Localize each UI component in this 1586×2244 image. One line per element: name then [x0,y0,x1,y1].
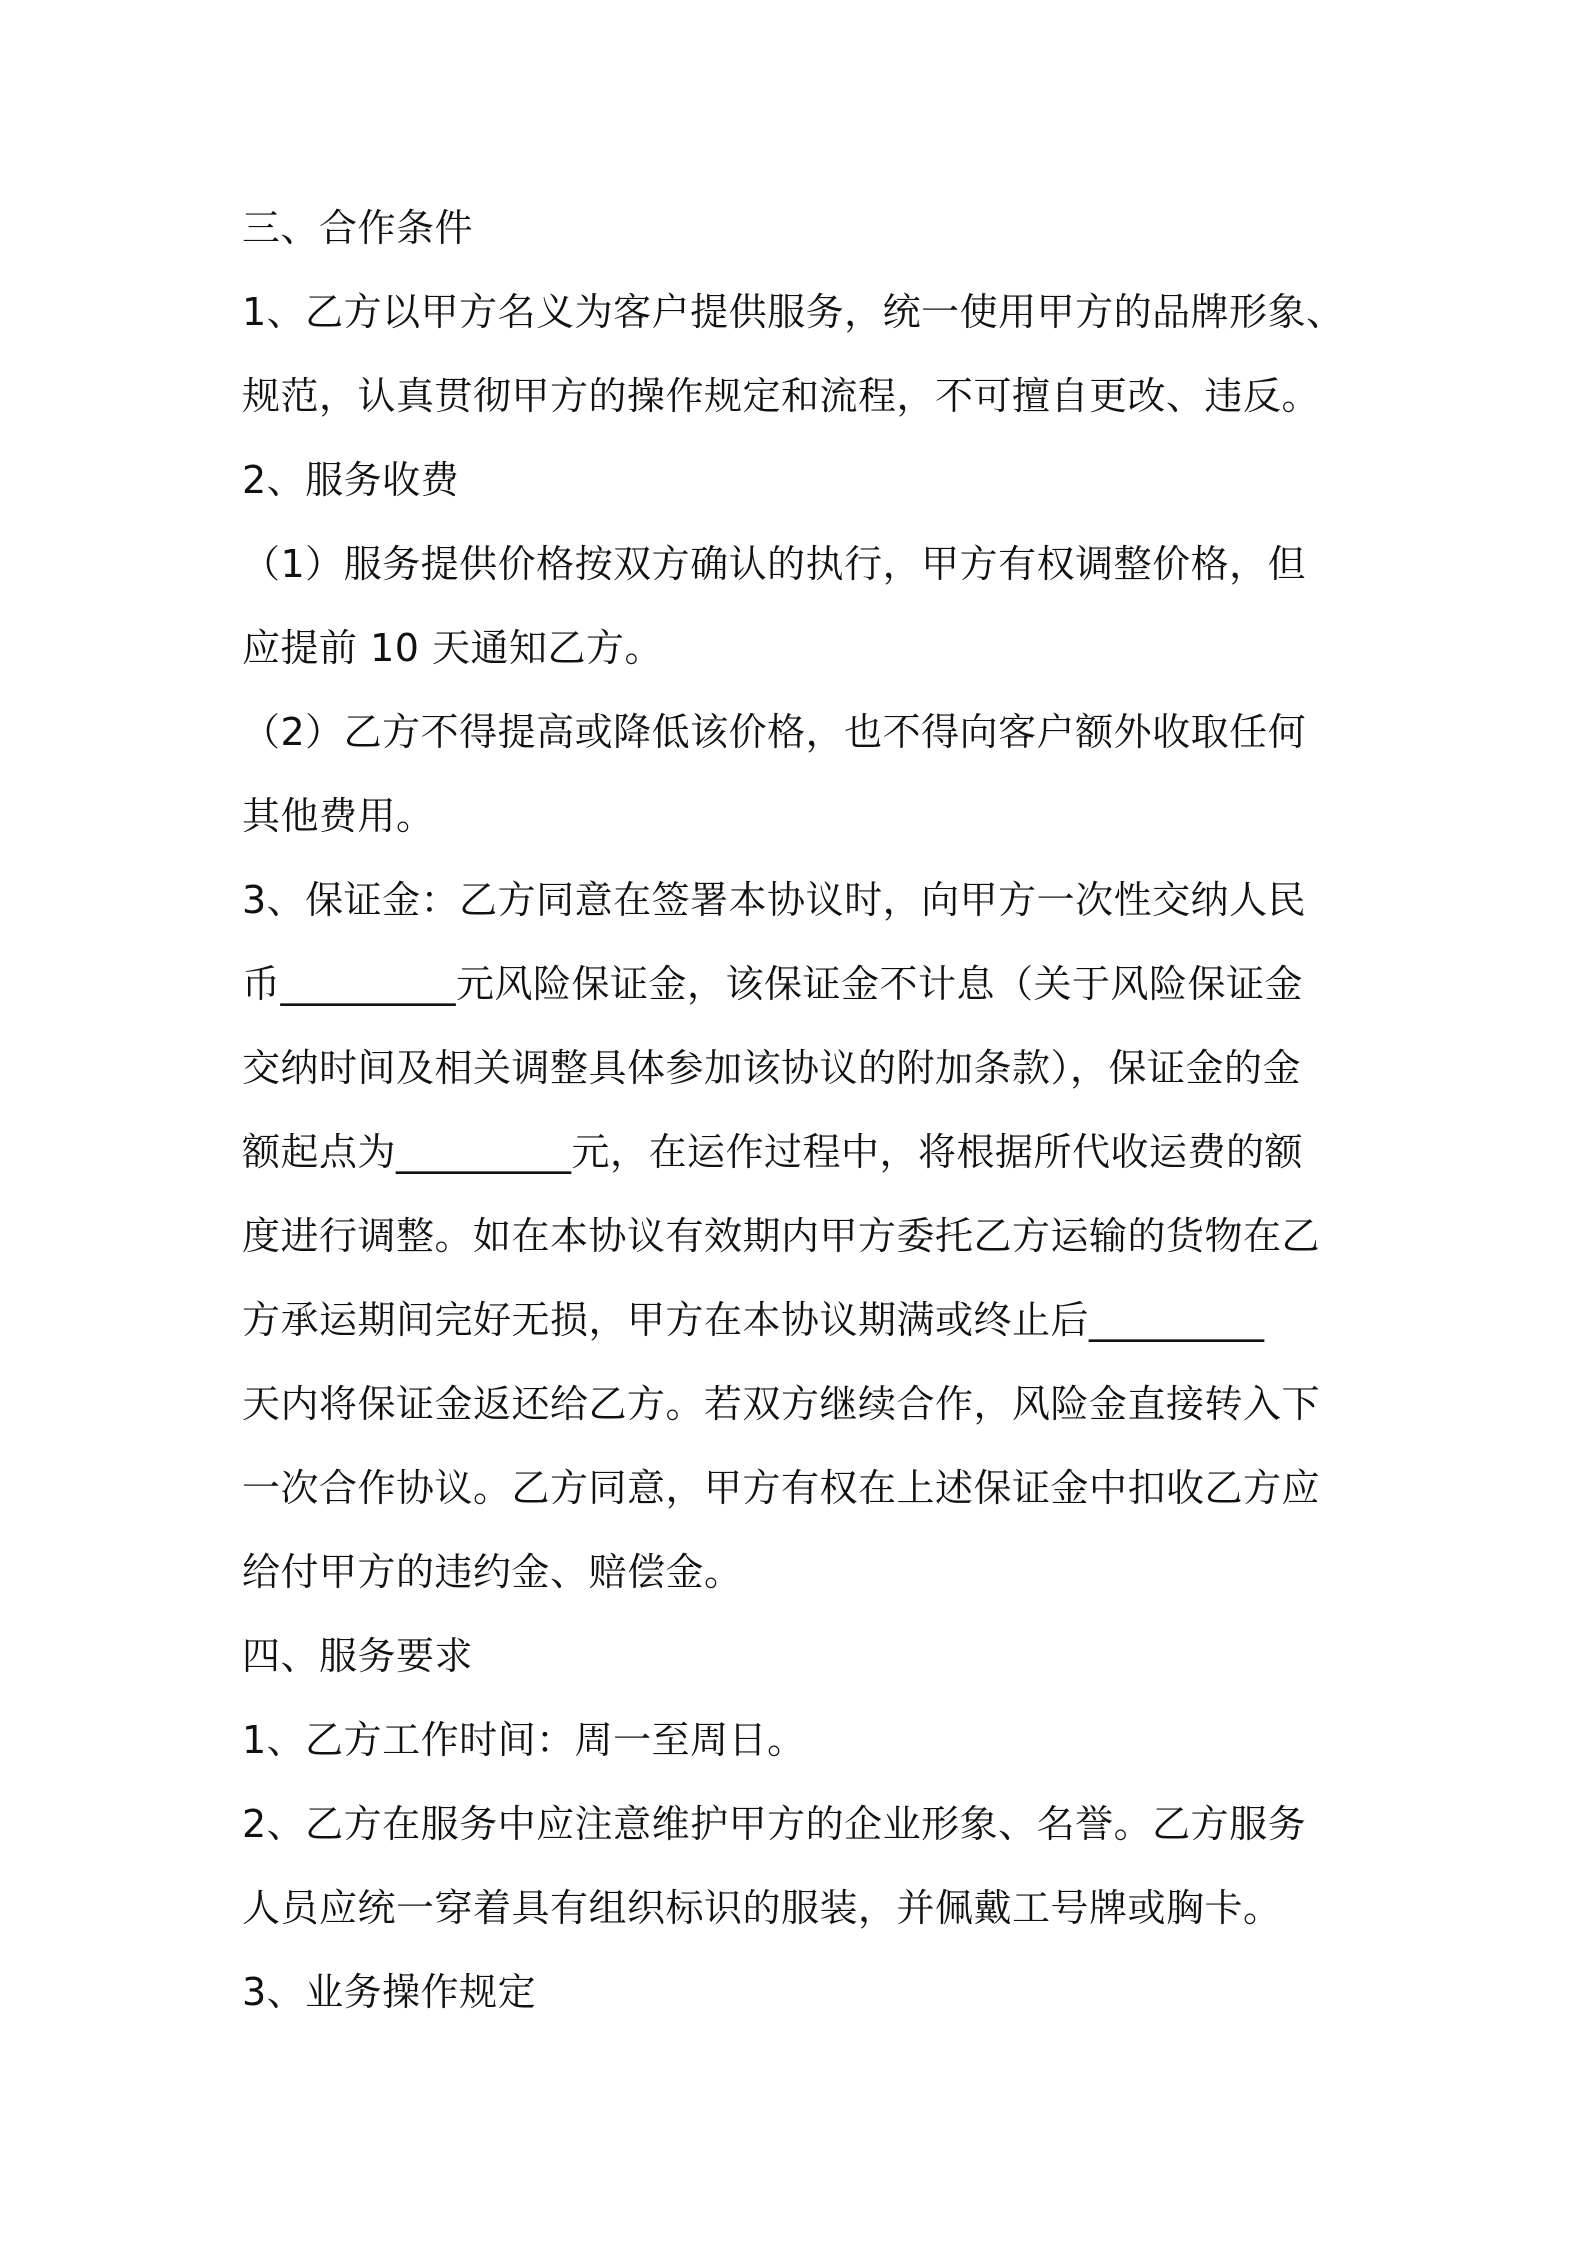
clause-2-item-2-line-1: （2）乙方不得提高或降低该价格，也不得向客户额外收取任何 [242,710,1307,754]
clause-3-line-8: 一次合作协议。乙方同意，甲方有权在上述保证金中扣收乙方应 [242,1466,1321,1510]
section-heading-service-requirements: 四、服务要求 [242,1634,474,1678]
clause-3-line-1: 3、保证金：乙方同意在签署本协议时，向甲方一次性交纳人民 [242,878,1307,922]
clause-2-item-1-line-1: （1）服务提供价格按双方确认的执行，甲方有权调整价格，但 [242,542,1307,586]
clause-3-line-2: 币_________元风险保证金，该保证金不计息（关于风险保证金 [242,962,1304,1006]
clause-2-item-2-line-2: 其他费用。 [242,794,435,838]
clause-2-item-1-line-2: 应提前 10 天通知乙方。 [242,626,664,670]
clause-1-line-1: 1、乙方以甲方名义为客户提供服务，统一使用甲方的品牌形象、 [242,290,1345,334]
clause-1-line-2: 规范，认真贯彻甲方的操作规定和流程，不可擅自更改、违反。 [242,374,1321,418]
section-heading-cooperation-terms: 三、合作条件 [242,206,474,250]
requirement-1: 1、乙方工作时间：周一至周日。 [242,1718,806,1762]
clause-3-line-7: 天内将保证金返还给乙方。若双方继续合作，风险金直接转入下 [242,1382,1321,1426]
requirement-3-heading: 3、业务操作规定 [242,1970,537,2014]
clause-2-heading: 2、服务收费 [242,458,460,502]
requirement-2-line-1: 2、乙方在服务中应注意维护甲方的企业形象、名誉。乙方服务 [242,1802,1307,1846]
clause-3-line-9: 给付甲方的违约金、赔偿金。 [242,1550,743,1594]
clause-3-line-3: 交纳时间及相关调整具体参加该协议的附加条款），保证金的金 [242,1046,1302,1090]
clause-3-line-5: 度进行调整。如在本协议有效期内甲方委托乙方运输的货物在乙 [242,1214,1321,1258]
clause-3-line-6: 方承运期间完好无损，甲方在本协议期满或终止后_________ [242,1298,1265,1342]
requirement-2-line-2: 人员应统一穿着具有组织标识的服装，并佩戴工号牌或胸卡。 [242,1886,1282,1930]
clause-3-line-4: 额起点为_________元，在运作过程中，将根据所代收运费的额 [242,1130,1304,1174]
